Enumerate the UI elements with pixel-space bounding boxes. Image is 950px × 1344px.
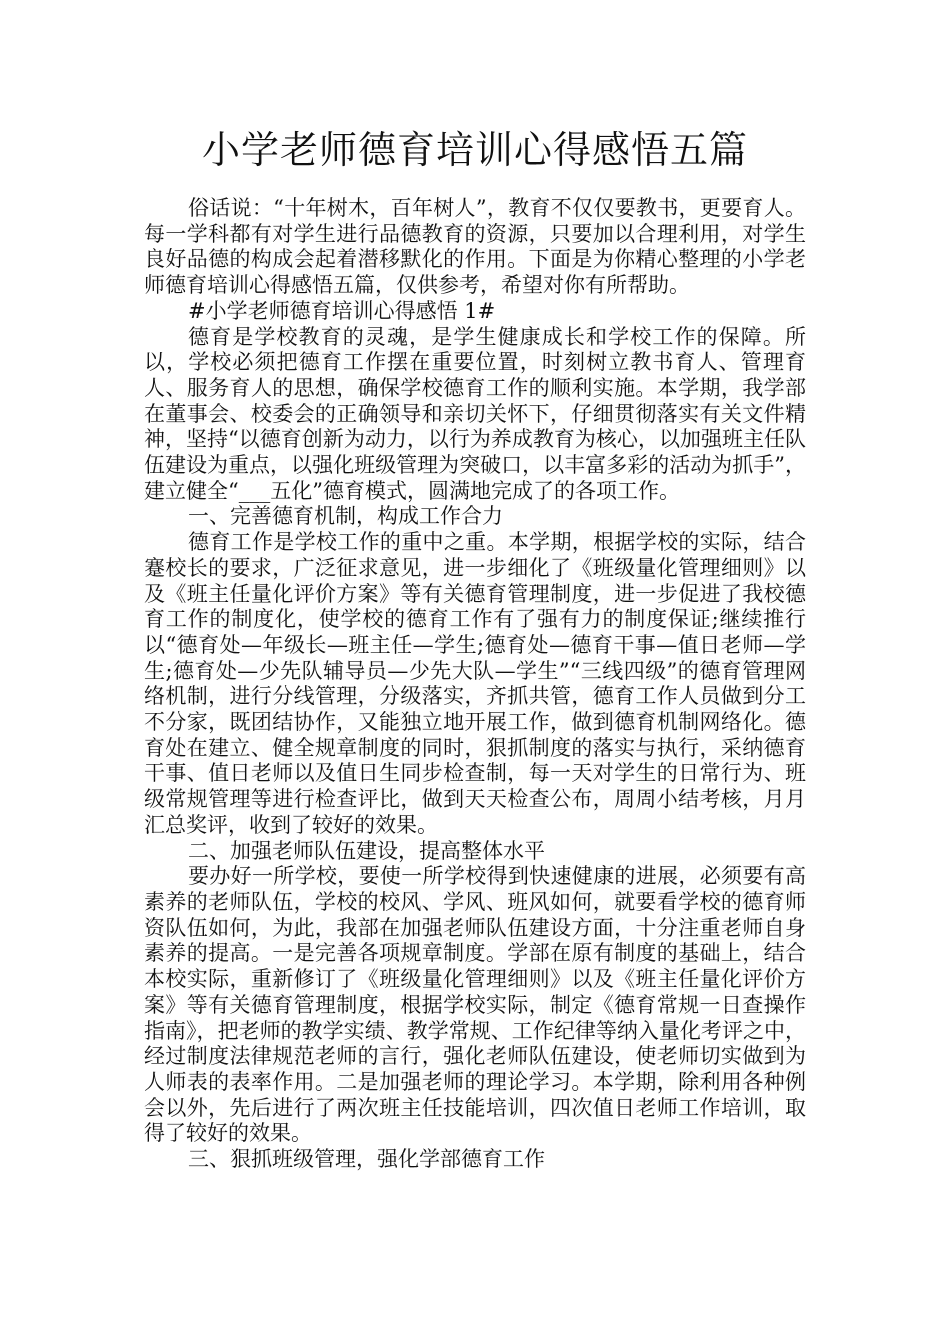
body-paragraph: 德育是学校教育的灵魂，是学生健康成长和学校工作的保障。所以，学校必须把德育工作摆在重要位置，时刻树立教书育人、管理育人、服务育人的思想，确保学校德育工作的顺利实施。本学期，我学部在董事会、校委会的正确领导和亲切关怀下，仔细贯彻落实有关文件精神，坚持“以德育创新为动力，以行为养成教育为核心，以加强班主任队伍建设为重点，以强化班级管理为突破口，以丰富多彩的活动为抓手”，建立健全“___五化”德育模式，圆满地完成了的各项工作。 [144, 324, 806, 503]
document-body [144, 196, 806, 1173]
subheading-1: 一、完善德育机制，构成工作合力 [188, 504, 503, 529]
body-paragraph: 德育工作是学校工作的重中之重。本学期，根据学校的实际，结合蹇校长的要求，广泛征求意见，进一步细化了《班级量化管理细则》以及《班主任量化评价方案》等有关德育管理制度，进一步促进了我校德育工作的制度化，使学校的德育工作有了强有力的制度保证;继续推行以“德育处—年级长—班主任—学生;德育处—德育干事—值日老师—学生;德育处—少先队辅导员—少先大队—学生”“三线四级”的德育管理网络机制，进行分线管理，分级落实，齐抓共管，德育工作人员做到分工不分家，既团结协作，又能独立地开展工作，做到德育机制网络化。德育处在建立、健全规章制度的同时，狠抓制度的落实与执行，采纳德育干事、值日老师以及值日生同步检查制，每一天对学生的日常行为、班级常规管理等进行检查评比，做到天天检查公布，周周小结考核，月月汇总奖评，收到了较好的效果。 [144, 530, 806, 837]
intro-paragraph: 俗话说：“十年树木，百年树人”，教育不仅仅要教书，更要育人。每一学科都有对学生进行品德教育的资源，只要加以合理利用，对学生良好品德的构成会起着潜移默化的作用。下面是为你精心整理的小学老师德育培训心得感悟五篇，仅供参考，希望对你有所帮助。 [144, 196, 806, 298]
subheading-3: 三、狠抓班级管理，强化学部德育工作 [188, 1147, 545, 1172]
body-paragraph: 要办好一所学校，要使一所学校得到快速健康的进展，必须要有高素养的老师队伍，学校的校风、学风、班风如何，就要看学校的德育师资队伍如何，为此，我部在加强老师队伍建设方面，十分注重老师自身素养的提高。一是完善各项规章制度。学部在原有制度的基础上，结合本校实际，重新修订了《班级量化管理细则》以及《班主任量化评价方案》等有关德育管理制度，根据学校实际，制定《德育常规一日查操作指南》，把老师的教学实绩、教学常规、工作纪律等纳入量化考评之中，经过制度法律规范老师的言行，强化老师队伍建设，使老师切实做到为人师表的表率作用。二是加强老师的理论学习。本学期，除利用各种例会以外，先后进行了两次班主任技能培训，四次值日老师工作培训，取得了较好的效果。 [144, 864, 806, 1146]
subheading-2: 二、加强老师队伍建设，提高整体水平 [188, 838, 545, 863]
document-title: 小学老师德育培训心得感悟五篇 [201, 128, 748, 172]
section-heading-1: #小学老师德育培训心得感悟 1# [188, 298, 496, 323]
